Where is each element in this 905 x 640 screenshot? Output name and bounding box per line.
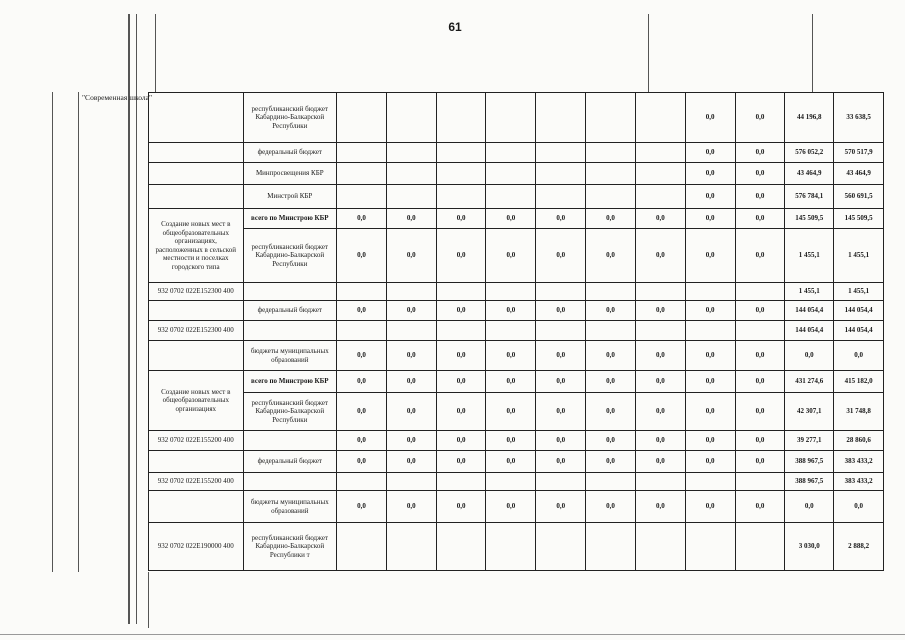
value-cell: 0,0 (536, 341, 586, 371)
value-cell: 28 860,6 (834, 431, 884, 451)
value-cell (486, 143, 536, 163)
row-description: 932 0702 022E155200 400 (149, 431, 244, 451)
value-cell: 0,0 (486, 451, 536, 473)
value-cell (436, 93, 486, 143)
value-cell: 44 196,8 (785, 93, 834, 143)
value-cell: 0,0 (486, 371, 536, 393)
funding-source: федеральный бюджет (243, 301, 337, 321)
value-cell: 0,0 (436, 301, 486, 321)
value-cell: 0,0 (735, 301, 785, 321)
row-description (149, 163, 244, 185)
value-cell: 0,0 (386, 341, 436, 371)
value-cell: 0,0 (685, 451, 735, 473)
value-cell: 0,0 (586, 301, 636, 321)
value-cell: 0,0 (536, 451, 586, 473)
value-cell: 0,0 (635, 431, 685, 451)
table-row (149, 321, 884, 341)
table-row (149, 229, 884, 283)
value-cell (386, 473, 436, 491)
value-cell: 0,0 (785, 491, 834, 523)
value-cell (536, 321, 586, 341)
value-cell (486, 523, 536, 571)
page-number: 61 (448, 20, 462, 34)
funding-source (243, 473, 337, 491)
scan-line-header-right (648, 14, 649, 92)
value-cell: 0,0 (386, 451, 436, 473)
funding-source: республиканский бюджет Кабардино-Балкарской Республики (243, 393, 337, 431)
row-description: 932 0702 022E155200 400 (149, 473, 244, 491)
value-cell: 0,0 (834, 491, 884, 523)
table-row (149, 301, 884, 321)
value-cell: 0,0 (436, 371, 486, 393)
value-cell: 0,0 (685, 341, 735, 371)
value-cell: 0,0 (586, 229, 636, 283)
funding-source: федеральный бюджет (243, 451, 337, 473)
value-cell: 0,0 (386, 431, 436, 451)
value-cell: 0,0 (735, 491, 785, 523)
funding-source: всего по Минстрою КБР (243, 209, 337, 229)
value-cell (436, 143, 486, 163)
value-cell (386, 143, 436, 163)
value-cell: 145 509,5 (785, 209, 834, 229)
funding-source (243, 283, 337, 301)
value-cell: 0,0 (735, 163, 785, 185)
funding-source: республиканский бюджет Кабардино-Балкарской Республики т (243, 523, 337, 571)
value-cell (536, 283, 586, 301)
value-cell: 388 967,5 (785, 473, 834, 491)
value-cell (337, 321, 387, 341)
value-cell: 0,0 (536, 491, 586, 523)
row-description: 932 0702 022E152300 400 (149, 321, 244, 341)
table-row (149, 523, 884, 571)
value-cell: 39 277,1 (785, 431, 834, 451)
value-cell: 0,0 (685, 93, 735, 143)
value-cell: 0,0 (685, 393, 735, 431)
value-cell (386, 283, 436, 301)
table-row (149, 451, 884, 473)
value-cell (436, 185, 486, 209)
value-cell: 0,0 (486, 393, 536, 431)
value-cell: 0,0 (337, 371, 387, 393)
funding-source: федеральный бюджет (243, 143, 337, 163)
row-description (149, 143, 244, 163)
value-cell: 0,0 (436, 491, 486, 523)
value-cell: 388 967,5 (785, 451, 834, 473)
value-cell: 0,0 (436, 393, 486, 431)
value-cell: 0,0 (586, 431, 636, 451)
value-cell (685, 473, 735, 491)
value-cell (685, 321, 735, 341)
table-row (149, 371, 884, 393)
value-cell (386, 321, 436, 341)
value-cell (337, 283, 387, 301)
value-cell: 570 517,9 (834, 143, 884, 163)
value-cell (337, 93, 387, 143)
row-description (149, 341, 244, 371)
value-cell: 0,0 (486, 301, 536, 321)
value-cell (386, 163, 436, 185)
value-cell: 383 433,2 (834, 473, 884, 491)
value-cell: 144 054,4 (785, 301, 834, 321)
funding-source: бюджеты муниципальных образований (243, 491, 337, 523)
value-cell: 0,0 (685, 371, 735, 393)
value-cell (586, 185, 636, 209)
value-cell: 0,0 (436, 209, 486, 229)
value-cell: 0,0 (436, 431, 486, 451)
value-cell: 0,0 (685, 185, 735, 209)
value-cell (635, 523, 685, 571)
value-cell (486, 473, 536, 491)
value-cell: 0,0 (386, 301, 436, 321)
value-cell: 0,0 (635, 301, 685, 321)
value-cell: 0,0 (586, 341, 636, 371)
value-cell: 0,0 (486, 431, 536, 451)
value-cell: 0,0 (685, 301, 735, 321)
value-cell (735, 283, 785, 301)
value-cell (486, 321, 536, 341)
value-cell: 144 054,4 (785, 321, 834, 341)
value-cell: 0,0 (536, 229, 586, 283)
value-cell: 42 307,1 (785, 393, 834, 431)
value-cell: 0,0 (635, 371, 685, 393)
value-cell: 0,0 (386, 229, 436, 283)
value-cell: 144 054,4 (834, 321, 884, 341)
table-row (149, 473, 884, 491)
table-row (149, 431, 884, 451)
value-cell: 0,0 (386, 371, 436, 393)
value-cell: 0,0 (735, 371, 785, 393)
value-cell: 0,0 (436, 341, 486, 371)
value-cell: 0,0 (337, 341, 387, 371)
value-cell: 0,0 (586, 491, 636, 523)
value-cell: 0,0 (586, 209, 636, 229)
value-cell (586, 93, 636, 143)
value-cell: 0,0 (735, 209, 785, 229)
row-description (149, 451, 244, 473)
value-cell: 0,0 (685, 163, 735, 185)
row-description: 932 0702 022E152300 400 (149, 283, 244, 301)
value-cell: 0,0 (735, 451, 785, 473)
scan-line-binding-1 (128, 14, 130, 624)
value-cell: 576 784,1 (785, 185, 834, 209)
value-cell: 1 455,1 (785, 283, 834, 301)
value-cell (635, 321, 685, 341)
value-cell: 1 455,1 (834, 229, 884, 283)
value-cell (486, 163, 536, 185)
value-cell: 0,0 (486, 229, 536, 283)
value-cell: 0,0 (337, 491, 387, 523)
scan-line-bottom (0, 634, 905, 635)
funding-source: республиканский бюджет Кабардино-Балкарской Республики (243, 229, 337, 283)
value-cell (635, 283, 685, 301)
table-row (149, 209, 884, 229)
funding-source: республиканский бюджет Кабардино-Балкарской Республики (243, 93, 337, 143)
value-cell: 0,0 (735, 93, 785, 143)
value-cell (536, 523, 586, 571)
value-cell (486, 283, 536, 301)
row-description: 932 0702 022E190000 400 (149, 523, 244, 571)
value-cell: 415 182,0 (834, 371, 884, 393)
value-cell: 0,0 (685, 431, 735, 451)
value-cell (386, 93, 436, 143)
value-cell: 560 691,5 (834, 185, 884, 209)
value-cell: 0,0 (635, 209, 685, 229)
value-cell (536, 93, 586, 143)
scan-line-left-2 (78, 92, 79, 572)
value-cell (635, 185, 685, 209)
value-cell: 0,0 (337, 229, 387, 283)
row-description (149, 491, 244, 523)
value-cell: 0,0 (735, 185, 785, 209)
row-description: Создание новых мест в общеобразовательных организациях, расположенных в сельской местности и поселках городского типа (149, 209, 244, 283)
value-cell: 0,0 (337, 393, 387, 431)
budget-table (148, 92, 884, 571)
value-cell (685, 283, 735, 301)
value-cell: 0,0 (536, 209, 586, 229)
value-cell (586, 283, 636, 301)
value-cell (586, 321, 636, 341)
value-cell (386, 523, 436, 571)
value-cell: 0,0 (536, 393, 586, 431)
value-cell: 0,0 (635, 491, 685, 523)
funding-source (243, 431, 337, 451)
value-cell: 0,0 (536, 431, 586, 451)
value-cell (586, 143, 636, 163)
value-cell: 0,0 (735, 393, 785, 431)
value-cell: 0,0 (386, 209, 436, 229)
value-cell: 383 433,2 (834, 451, 884, 473)
program-label: "Современная школа" (82, 93, 153, 102)
value-cell (436, 321, 486, 341)
value-cell (436, 163, 486, 185)
value-cell: 0,0 (685, 143, 735, 163)
value-cell: 0,0 (735, 341, 785, 371)
value-cell (586, 163, 636, 185)
value-cell: 0,0 (635, 229, 685, 283)
scan-line-left-1 (52, 92, 53, 572)
table-row (149, 283, 884, 301)
value-cell: 0,0 (386, 393, 436, 431)
row-description (149, 93, 244, 143)
value-cell (337, 473, 387, 491)
value-cell (635, 143, 685, 163)
value-cell: 1 455,1 (834, 283, 884, 301)
table-row (149, 185, 884, 209)
table-row (149, 491, 884, 523)
value-cell: 0,0 (337, 301, 387, 321)
value-cell: 0,0 (337, 431, 387, 451)
value-cell (586, 473, 636, 491)
value-cell: 0,0 (337, 451, 387, 473)
value-cell: 0,0 (735, 143, 785, 163)
value-cell: 431 274,6 (785, 371, 834, 393)
value-cell: 0,0 (785, 341, 834, 371)
value-cell (735, 321, 785, 341)
value-cell: 0,0 (685, 491, 735, 523)
value-cell (635, 473, 685, 491)
value-cell (536, 143, 586, 163)
scan-line-binding-2 (136, 14, 137, 624)
value-cell: 0,0 (834, 341, 884, 371)
value-cell: 0,0 (536, 301, 586, 321)
value-cell (436, 523, 486, 571)
value-cell: 0,0 (536, 371, 586, 393)
value-cell (536, 185, 586, 209)
value-cell: 0,0 (586, 451, 636, 473)
value-cell (635, 163, 685, 185)
value-cell: 33 638,5 (834, 93, 884, 143)
table-row (149, 93, 884, 143)
value-cell (486, 93, 536, 143)
value-cell: 1 455,1 (785, 229, 834, 283)
table-row (149, 163, 884, 185)
value-cell: 0,0 (735, 431, 785, 451)
scan-line-top (155, 14, 156, 92)
value-cell: 576 052,2 (785, 143, 834, 163)
value-cell: 145 509,5 (834, 209, 884, 229)
value-cell (735, 473, 785, 491)
value-cell: 31 748,8 (834, 393, 884, 431)
value-cell: 0,0 (436, 229, 486, 283)
value-cell: 0,0 (586, 371, 636, 393)
value-cell: 43 464,9 (785, 163, 834, 185)
value-cell: 0,0 (436, 451, 486, 473)
value-cell (685, 523, 735, 571)
row-description (149, 301, 244, 321)
value-cell: 0,0 (486, 209, 536, 229)
table-row (149, 393, 884, 431)
scan-line-bottom-tail (148, 572, 149, 628)
value-cell: 0,0 (337, 209, 387, 229)
value-cell: 0,0 (486, 491, 536, 523)
table-row (149, 143, 884, 163)
value-cell (735, 523, 785, 571)
funding-source: Минстрой КБР (243, 185, 337, 209)
value-cell: 0,0 (486, 341, 536, 371)
value-cell: 43 464,9 (834, 163, 884, 185)
funding-source: бюджеты муниципальных образований (243, 341, 337, 371)
value-cell (337, 143, 387, 163)
value-cell (635, 93, 685, 143)
value-cell: 3 030,0 (785, 523, 834, 571)
value-cell (486, 185, 536, 209)
value-cell: 0,0 (586, 393, 636, 431)
value-cell: 0,0 (386, 491, 436, 523)
value-cell (386, 185, 436, 209)
row-description (149, 185, 244, 209)
funding-source: всего по Минстрою КБР (243, 371, 337, 393)
value-cell (586, 523, 636, 571)
row-description: Создание новых мест в общеобразовательных организациях (149, 371, 244, 431)
value-cell: 0,0 (635, 341, 685, 371)
value-cell (337, 185, 387, 209)
value-cell (436, 473, 486, 491)
value-cell: 0,0 (685, 229, 735, 283)
value-cell: 0,0 (685, 209, 735, 229)
value-cell (337, 163, 387, 185)
value-cell (536, 163, 586, 185)
value-cell: 0,0 (735, 229, 785, 283)
scan-line-header-right-2 (812, 14, 813, 92)
value-cell: 0,0 (635, 393, 685, 431)
value-cell (536, 473, 586, 491)
value-cell: 144 054,4 (834, 301, 884, 321)
funding-source: Минпросвещения КБР (243, 163, 337, 185)
value-cell (436, 283, 486, 301)
table-row (149, 341, 884, 371)
value-cell (337, 523, 387, 571)
value-cell: 0,0 (635, 451, 685, 473)
value-cell: 2 888,2 (834, 523, 884, 571)
funding-source (243, 321, 337, 341)
